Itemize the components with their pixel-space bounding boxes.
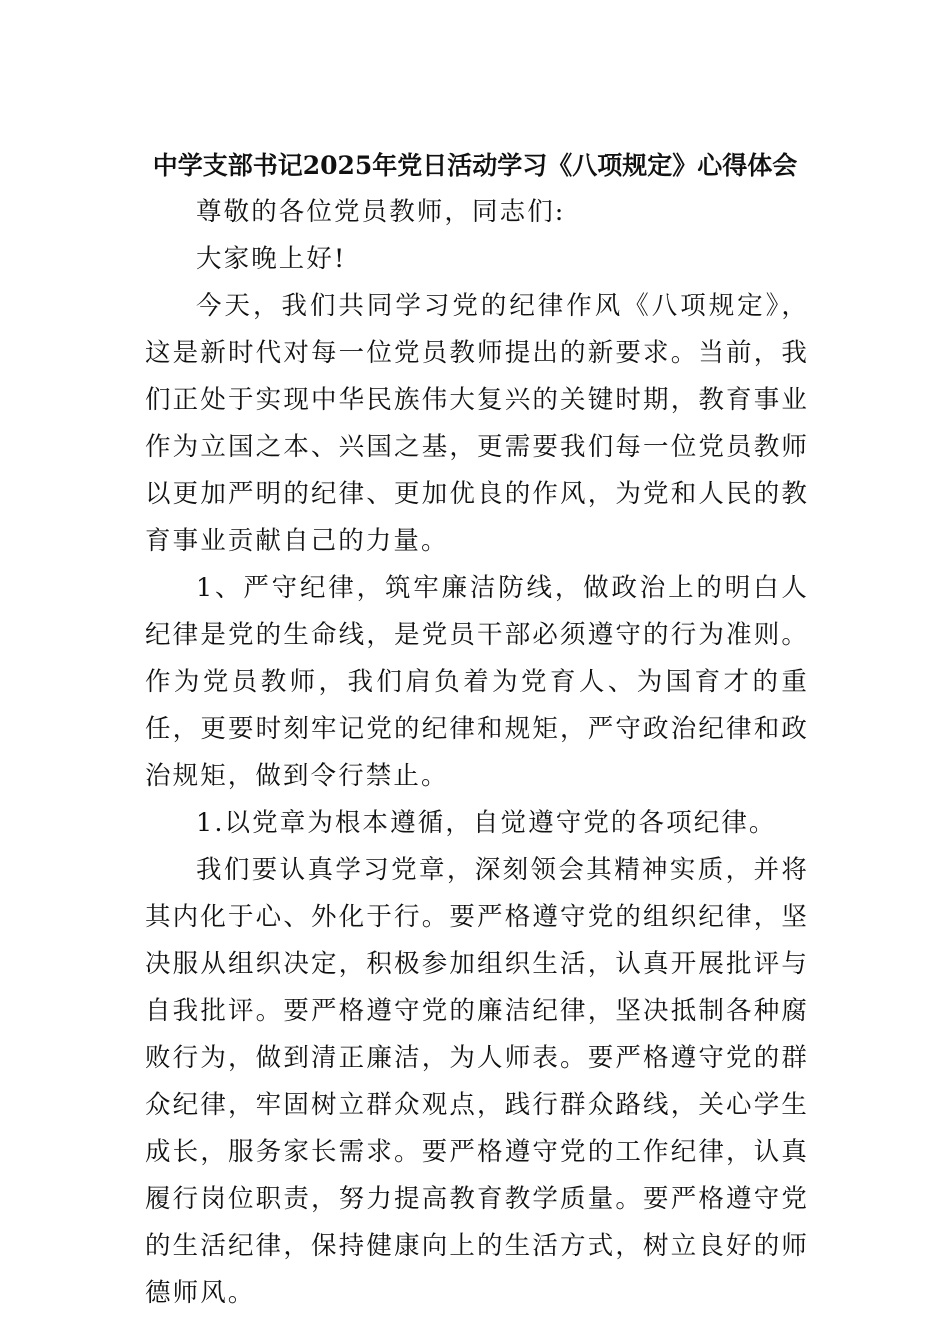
intro-paragraph: 今天，我们共同学习党的纪律作风《八项规定》，这是新时代对每一位党员教师提出的新要求。当前，我们正处于实现中华民族伟大复兴的关键时期，教育事业作为立国之本、兴国之基，更需要我们每一位党员教师以更加严明的纪律、更加优良的作风，为党和人民的教育事业贡献自己的力量。 <box>145 291 809 556</box>
subsection-1-heading: 1.以党章为根本遵循，自觉遵守党的各项纪律。 <box>196 808 777 838</box>
document-title: 中学支部书记2025年党日活动学习《八项规定》心得体会 <box>152 151 798 180</box>
greeting-paragraph: 尊敬的各位党员教师，同志们: <box>196 197 566 227</box>
salutation-paragraph: 大家晚上好! <box>196 244 347 274</box>
section-1-paragraph: 1、严守纪律，筑牢廉洁防线，做政治上的明白人纪律是党的生命线，是党员干部必须遵守的行为准则。作为党员教师，我们肩负着为党育人、为国育才的重任，更要时刻牢记党的纪律和规矩，严守政治纪律和政治规矩，做到令行禁止。 <box>145 573 809 791</box>
subsection-1-paragraph: 我们要认真学习党章，深刻领会其精神实质，并将其内化于心、外化于行。要严格遵守党的组织纪律，坚决服从组织决定，积极参加组织生活，认真开展批评与自我批评。要严格遵守党的廉洁纪律，坚决抵制各种腐败行为，做到清正廉洁，为人师表。要严格遵守党的群众纪律，牢固树立群众观点，践行群众路线，关心学生成长，服务家长需求。要严格遵守党的工作纪律，认真履行岗位职责，努力提高教育教学质量。要严格遵守党的生活纪律，保持健康向上的生活方式，树立良好的师德师风。 <box>145 855 809 1308</box>
document-body <box>145 189 809 1317</box>
